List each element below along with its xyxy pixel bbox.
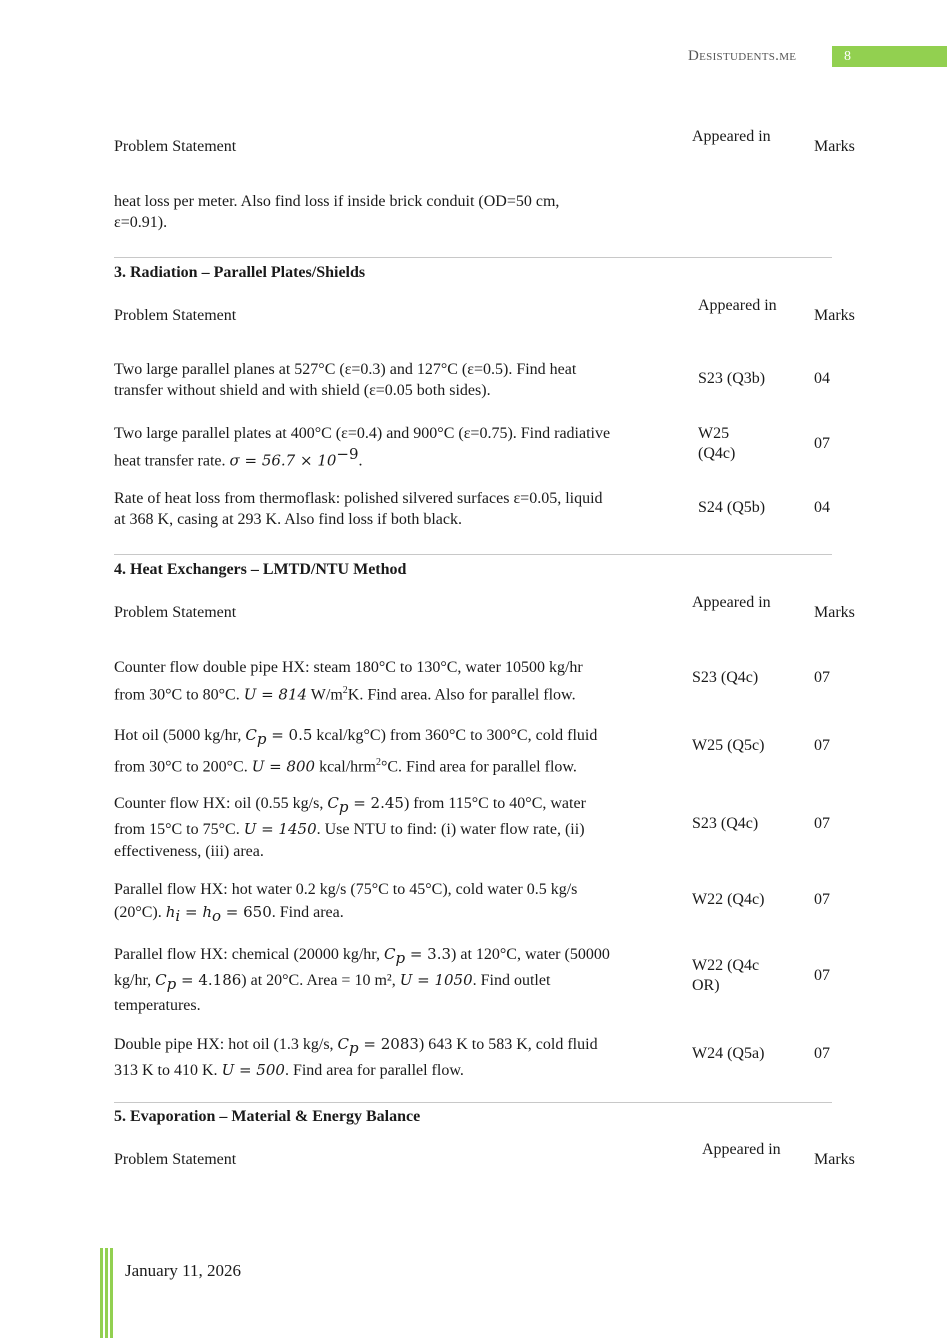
table-row-text: Two large parallel plates at 400°C (ε=0.4) and 900°C (ε=0.75). Find radiative heat transfer rate. $\sigma = 56.7 \times 10^{-9}$. bbox=[114, 425, 611, 470]
column-header-marks: Marks bbox=[814, 307, 855, 324]
appeared-cell: S24 (Q5b) bbox=[698, 499, 766, 516]
column-header-problem: Problem Statement bbox=[114, 1151, 237, 1168]
appeared-cell: W25 (Q4c) bbox=[698, 425, 736, 462]
marks-cell: 07 bbox=[814, 967, 830, 984]
marks-cell: 07 bbox=[814, 737, 830, 754]
column-header-problem: Problem Statement bbox=[114, 138, 237, 155]
column-header-problem: Problem Statement bbox=[114, 604, 237, 621]
table-row-text: Two large parallel planes at 527°C (ε=0.3) and 127°C (ε=0.5). Find heat transfer without shield and with shield (ε=0.05 both sides). bbox=[114, 361, 577, 399]
table-row-text: Rate of heat loss from thermoflask: polished silvered surfaces ε=0.05, liquid at 368 K, casing at 293 K. Also find loss if both black. bbox=[114, 490, 603, 528]
appeared-cell: W25 (Q5c) bbox=[692, 737, 765, 754]
section-title-radiation: 3. Radiation – Parallel Plates/Shields bbox=[114, 264, 366, 281]
section-title-evaporation: 5. Evaporation – Material & Energy Balance bbox=[114, 1108, 421, 1125]
table-row-text: Hot oil (5000 kg/hr, $C_p = 0.5$ kcal/kg°C) from 360°C to 300°C, cold fluid from 30°C to 200°C. U = 800 kcal/hrm$^2$°C. Find area for parallel flow. bbox=[114, 726, 598, 776]
marks-cell: 07 bbox=[814, 669, 830, 686]
column-header-appeared: Appeared in bbox=[702, 1141, 781, 1158]
marks-cell: 04 bbox=[814, 370, 830, 387]
section-title-heat-exchangers: 4. Heat Exchangers – LMTD/NTU Method bbox=[114, 561, 407, 578]
divider bbox=[114, 1102, 832, 1103]
marks-cell: 07 bbox=[814, 435, 830, 452]
column-header-appeared: Appeared in bbox=[692, 128, 771, 145]
appeared-cell: W22 (Q4c OR) bbox=[692, 957, 760, 994]
divider bbox=[114, 554, 832, 555]
table-row-text: Counter flow double pipe HX: steam 180°C to 130°C, water 10500 kg/hr from 30°C to 80°C. U = 814 $W/m^2K$. Find area. Also for parallel flow. bbox=[114, 659, 583, 704]
page-number-badge: 8 bbox=[832, 46, 947, 67]
column-header-marks: Marks bbox=[814, 604, 855, 621]
table-row-text: Counter flow HX: oil (0.55 kg/s, $C_p = 2.45$) from 115°C to 40°C, water from 15°C to 75°C. U = 1450. Use NTU to find: (i) water flow rate, (ii) effectiveness, (iii) area. bbox=[114, 794, 586, 861]
footer-accent-bars bbox=[100, 1248, 114, 1338]
table-row-text: Double pipe HX: hot oil (1.3 kg/s, $C_p = 2083$) 643 K to 583 K, cold fluid 313 K to 410 K. U = 500. Find area for parallel flow. bbox=[114, 1035, 598, 1080]
appeared-cell: S23 (Q3b) bbox=[698, 370, 766, 387]
marks-cell: 07 bbox=[814, 1045, 830, 1062]
marks-cell: 07 bbox=[814, 815, 830, 832]
table-row-text: Parallel flow HX: chemical (20000 kg/hr, $C_p = 3.3$) at 120°C, water (50000 kg/hr, $C_p = 4.186$) at 20°C. Area = 10 m², U = 1050. Find outlet temperatures. bbox=[114, 945, 610, 1015]
marks-cell: 04 bbox=[814, 499, 830, 516]
column-header-marks: Marks bbox=[814, 1151, 855, 1168]
site-name: Desistudents.me bbox=[688, 48, 797, 64]
column-header-appeared: Appeared in bbox=[698, 297, 777, 314]
divider bbox=[114, 257, 832, 258]
column-header-appeared: Appeared in bbox=[692, 594, 771, 611]
appeared-cell: S23 (Q4c) bbox=[692, 815, 759, 832]
footer-date: January 11, 2026 bbox=[125, 1261, 241, 1280]
continued-problem-text: heat loss per meter. Also find loss if inside brick conduit (OD=50 cm, ε=0.91). bbox=[114, 193, 560, 231]
column-header-problem: Problem Statement bbox=[114, 307, 237, 324]
marks-cell: 07 bbox=[814, 891, 830, 908]
appeared-cell: W24 (Q5a) bbox=[692, 1045, 765, 1062]
column-header-marks: Marks bbox=[814, 138, 855, 155]
appeared-cell: S23 (Q4c) bbox=[692, 669, 759, 686]
appeared-cell: W22 (Q4c) bbox=[692, 891, 765, 908]
table-row-text: Parallel flow HX: hot water 0.2 kg/s (75°C to 45°C), cold water 0.5 kg/s (20°C). $h_i = h_o = 650$. Find area. bbox=[114, 881, 578, 926]
